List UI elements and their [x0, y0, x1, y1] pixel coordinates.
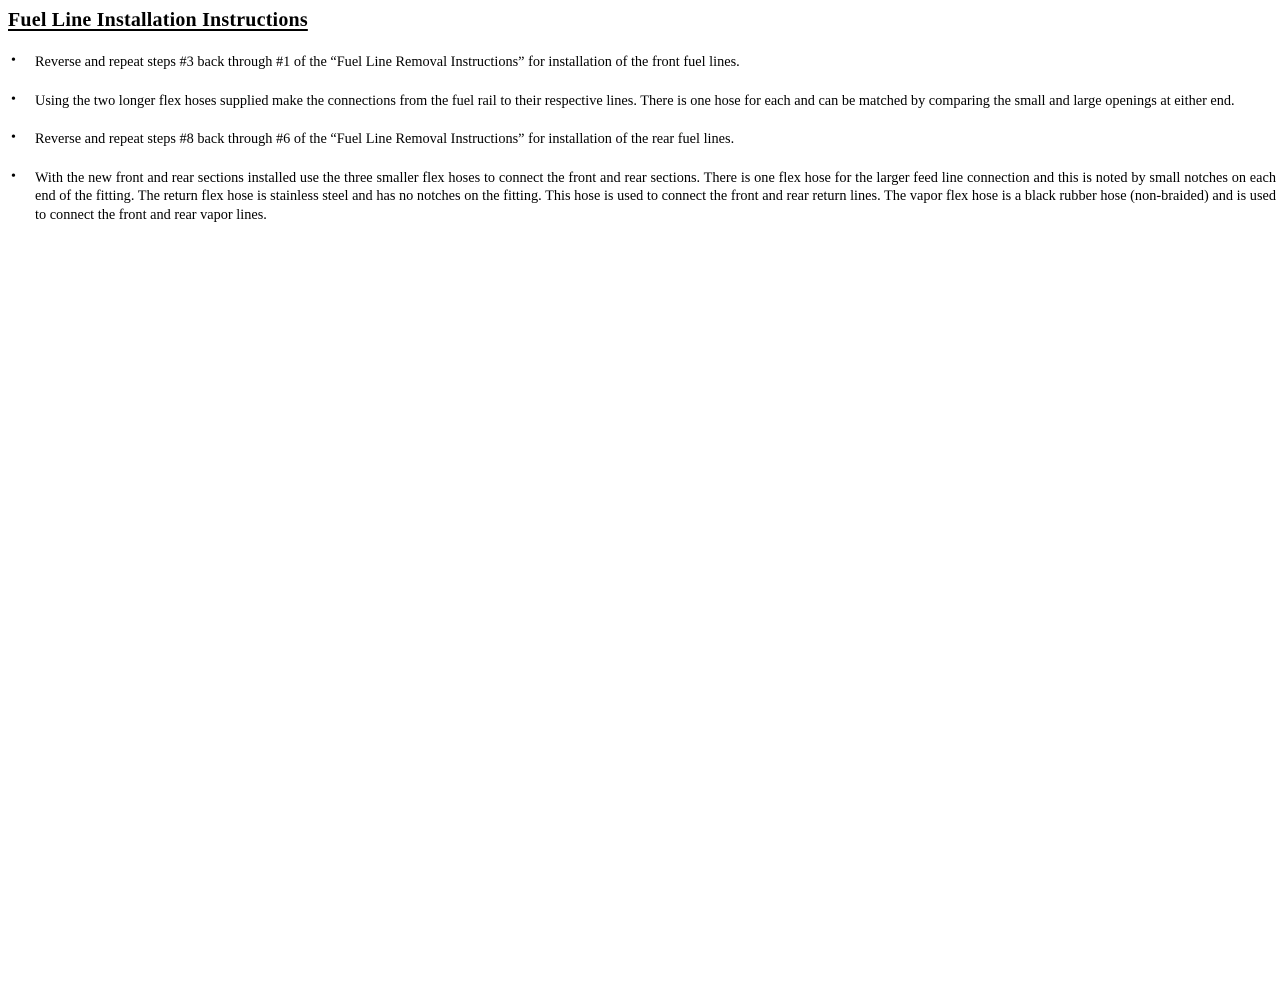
- page-title: Fuel Line Installation Instructions: [8, 9, 308, 31]
- bullet-text: With the new front and rear sections installed use the three smaller flex hoses to connect the front and rear sections. There is one flex hose for the larger feed line connection and this is noted by small notches on each end of the fitting. The return flex hose is stainless steel and has no notches on the fitting. This hose is used to connect the front and rear return lines. The vapor flex hose is a black rubber hose (non-braided) and is used to connect the front and rear vapor lines.: [35, 169, 1276, 223]
- bullet-text: Using the two longer flex hoses supplied make the connections from the fuel rail to their respective lines. There is one hose for each and can be matched by comparing the small and large openings at either end.: [35, 92, 1235, 109]
- list-item: [8, 92, 1276, 111]
- instruction-list: [8, 53, 1276, 224]
- list-item: [8, 130, 1276, 149]
- bullet-icon: •: [11, 91, 16, 107]
- bullet-icon: •: [11, 168, 16, 184]
- list-item: [8, 169, 1276, 225]
- bullet-text: Reverse and repeat steps #8 back through #6 of the “Fuel Line Removal Instructions” for installation of the rear fuel lines.: [35, 131, 735, 147]
- bullet-icon: •: [11, 130, 16, 145]
- bullet-text: Reverse and repeat steps #3 back through #1 of the “Fuel Line Removal Instructions” for installation of the front fuel lines.: [35, 54, 740, 70]
- list-item: [8, 53, 1276, 72]
- bullet-icon: •: [11, 53, 16, 68]
